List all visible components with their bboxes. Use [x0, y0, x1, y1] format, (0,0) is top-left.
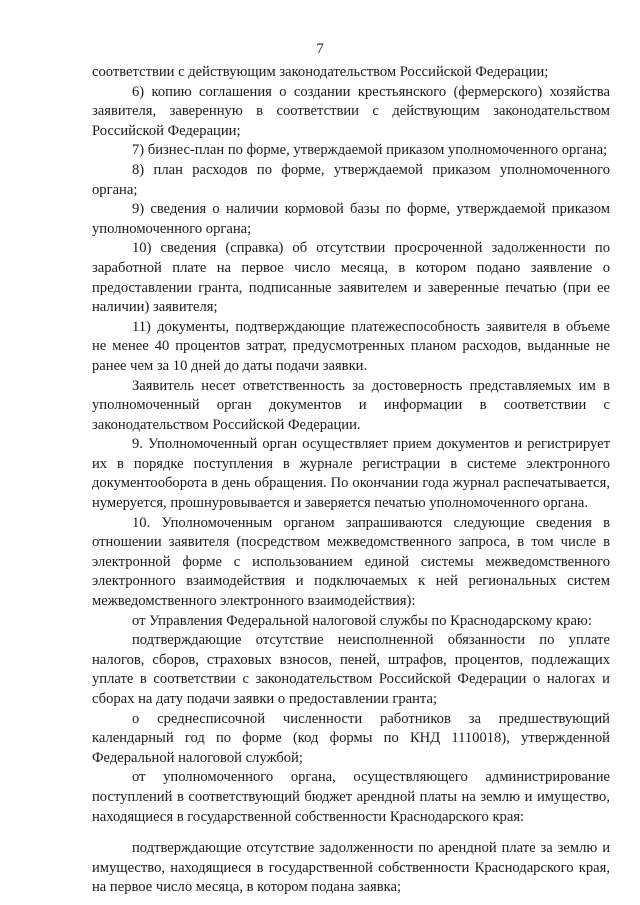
- paragraph-continuation: соответствии с действующим законодательством Российской Федерации;: [92, 64, 549, 80]
- headcount-paragraph: о среднесписочной численности работников за предшествующий календарный год по форме (код формы по КНД 1110018), утвержденной Федеральной налоговой службой;: [92, 710, 610, 766]
- tax-obligation-paragraph: подтверждающие отсутствие неисполненной обязанности по уплате налогов, сборов, страховых взносов, пеней, штрафов, процентов, подлежащих уплате в соответствии с законодательством Российской Федерации о налогах и сборах на дату подачи заявки о предоставлении гранта;: [92, 632, 610, 707]
- clause-10: 10. Уполномоченным органом запрашиваются следующие сведения в отношении заявителя (посредством межведомственного запроса, в том числе в электронной форме с использованием единой системы межведомственного электронного взаимодействия и подключаемых к ней региональных систем межведомственного электронного взаимодействия):: [92, 514, 610, 610]
- authorized-body-paragraph: от уполномоченного органа, осуществляющего администрирование поступлений в соответствующий бюджет арендной платы на землю и имущество, находящиеся в государственной собственности Краснодарского края:: [92, 769, 610, 825]
- tax-service-heading: от Управления Федеральной налоговой службы по Краснодарскому краю:: [132, 612, 592, 629]
- clause-9: 9. Уполномоченный орган осуществляет прием документов и регистрирует их в порядке поступления в журнале регистрации в системе электронного документооборота в день обращения. По окончании года журнал распечатывается, нумеруется, прошнуровывается и заверяется печатью уполномоченного органа.: [92, 436, 610, 512]
- list-item-8: 8) план расходов по форме, утверждаемой приказом уполномоченного органа;: [92, 161, 610, 198]
- list-item-10: 10) сведения (справка) об отсутствии просроченной задолженности по заработной плате на первое число месяца, в котором подано заявление о предоставлении гранта, подписанные заявителем и заверенные печатью (при ее наличии) заявителя;: [92, 240, 610, 316]
- list-item-9: 9) сведения о наличии кормовой базы по форме, утверждаемой приказом уполномоченного органа;: [92, 201, 610, 237]
- responsibility-paragraph: Заявитель несет ответственность за достоверность представляемых им в уполномоченный орган документов и информации в соответствии с законодательством Российской Федерации.: [92, 377, 610, 433]
- list-item-6: 6) копию соглашения о создании крестьянского (фермерского) хозяйства заявителя, заверенную в соответствии с действующим законодательством Российской Федерации;: [92, 83, 610, 139]
- page-number: 7: [316, 41, 324, 57]
- rent-debt-paragraph: подтверждающие отсутствие задолженности по арендной плате за землю и имущество, находящиеся в государственной собственности Краснодарского края, на первое число месяца, в котором подана заявка;: [92, 840, 610, 896]
- list-item-11: 11) документы, подтверждающие платежеспособность заявителя в объеме не менее 40 процентов затрат, предусмотренных планом расходов, выданные не ранее чем за 10 дней до даты подачи заявки.: [92, 318, 610, 374]
- document-body: [92, 63, 610, 898]
- list-item-7: 7) бизнес-план по форме, утверждаемой приказом уполномоченного органа;: [132, 142, 608, 159]
